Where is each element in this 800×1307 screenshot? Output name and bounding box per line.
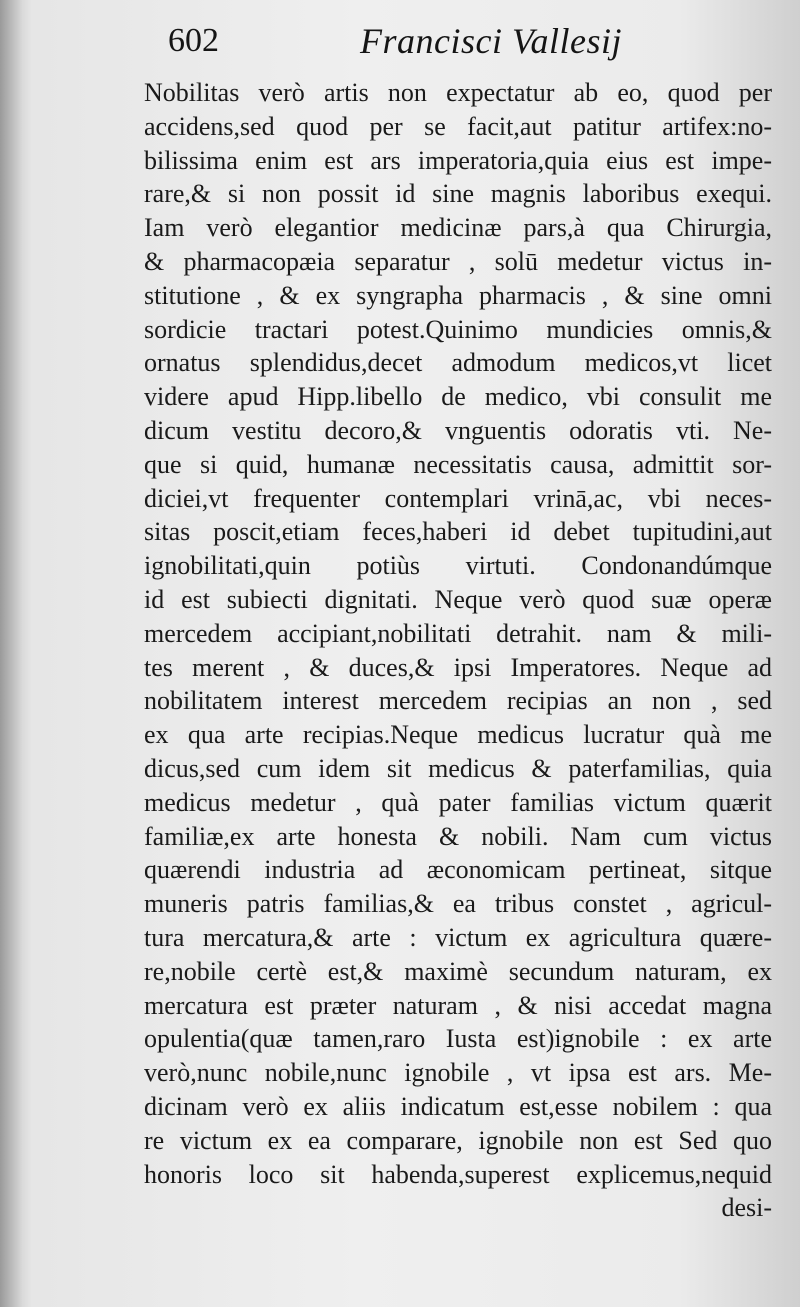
text-line: rare,& si non possit id sine magnis laboribus exequi. xyxy=(144,179,772,209)
text-line: nobilitatem interest mercedem recipias an non , sed xyxy=(144,686,772,716)
body-text xyxy=(144,76,772,1225)
page-gutter-shadow xyxy=(0,0,22,1307)
text-line: dicinam verò ex aliis indicatum est,esse nobilem : qua xyxy=(144,1091,772,1121)
text-line: familiæ,ex arte honesta & nobili. Nam cum victus xyxy=(144,821,772,851)
text-line: quærendi industria ad æconomicam pertineat, sitque xyxy=(144,855,772,885)
text-line: honoris loco sit habenda,superest explicemus,nequid xyxy=(144,1159,772,1189)
running-head: Francisci Vallesij xyxy=(360,21,622,61)
text-line: tura mercatura,& arte : victum ex agricultura quære- xyxy=(144,922,772,952)
text-line: ornatus splendidus,decet admodum medicos,vt licet xyxy=(144,348,772,378)
text-line: dicus,sed cum idem sit medicus & paterfamilias, quia xyxy=(144,753,772,783)
text-line: accidens,sed quod per se facit,aut patitur artifex:no- xyxy=(144,111,772,141)
text-line: sordicie tractari potest.Quinimo mundicies omnis,& xyxy=(144,314,772,344)
text-line: mercedem accipiant,nobilitati detrahit. nam & mili- xyxy=(144,618,772,648)
text-line: re,nobile certè est,& maximè secundum naturam, ex xyxy=(144,956,772,986)
text-line: dicum vestitu decoro,& vnguentis odoratis vti. Ne- xyxy=(144,415,772,445)
text-line: id est subiecti dignitati. Neque verò quod suæ operæ xyxy=(144,584,772,614)
text-line: re victum ex ea comparare, ignobile non est Sed quo xyxy=(144,1125,772,1155)
text-line: Nobilitas verò artis non expectatur ab eo, quod per xyxy=(144,78,772,107)
text-line: & pharmacopæia separatur , solū medetur victus in- xyxy=(144,246,772,276)
text-line: ex qua arte recipias.Neque medicus lucratur quà me xyxy=(144,720,772,750)
text-line: muneris patris familias,& ea tribus constet , agricul- xyxy=(144,889,772,919)
text-line: verò,nunc nobile,nunc ignobile , vt ipsa est ars. Me- xyxy=(144,1058,772,1088)
catchword: desi- xyxy=(721,1193,772,1223)
text-line: tes merent , & duces,& ipsi Imperatores. Neque ad xyxy=(144,652,772,682)
text-line: medicus medetur , quà pater familias victum quærit xyxy=(144,787,772,817)
page-number: 602 xyxy=(168,22,219,59)
text-line: videre apud Hipp.libello de medico, vbi consulit me xyxy=(144,382,772,412)
text-line: que si quid, humanæ necessitatis causa, admittit sor- xyxy=(144,449,772,479)
text-line: sitas poscit,etiam feces,haberi id debet tupitudini,aut xyxy=(144,517,772,547)
text-line: diciei,vt frequenter contemplari vrinā,ac, vbi neces- xyxy=(144,483,772,513)
page-header xyxy=(0,14,800,74)
text-line: Iam verò elegantior medicinæ pars,à qua Chirurgia, xyxy=(144,213,772,243)
text-line: bilissima enim est ars imperatoria,quia eius est impe- xyxy=(144,145,772,175)
text-line: opulentia(quæ tamen,raro Iusta est)ignobile : ex arte xyxy=(144,1024,772,1054)
text-line: stitutione , & ex syngrapha pharmacis , & sine omni xyxy=(144,280,772,310)
text-line: mercatura est præter naturam , & nisi accedat magna xyxy=(144,990,772,1020)
text-line: ignobilitati,quin potiùs virtuti. Condonandúmque xyxy=(144,551,772,581)
